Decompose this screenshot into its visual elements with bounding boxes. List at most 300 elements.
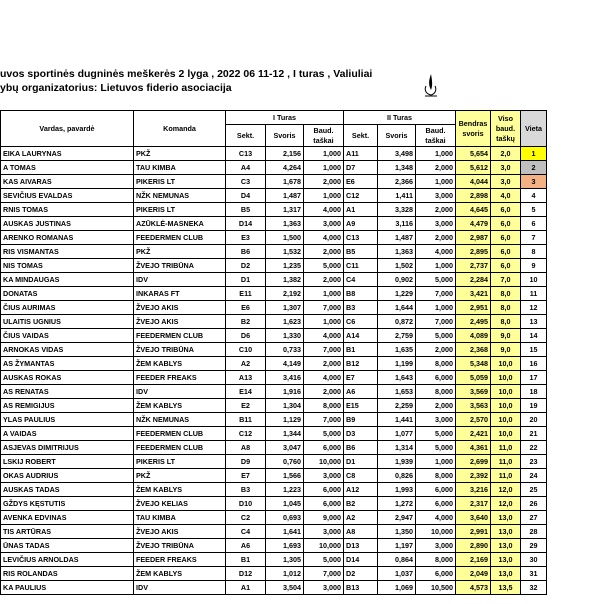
weight-1: 1,012 xyxy=(266,567,304,581)
place: 2 xyxy=(521,161,547,175)
table-row xyxy=(1,539,547,553)
penalty-1: 4,000 xyxy=(304,231,344,245)
total-penalty: 6,0 xyxy=(491,217,521,231)
weight-2: 1,199 xyxy=(378,357,416,371)
sector-2: C11 xyxy=(344,259,378,273)
place: 10 xyxy=(521,273,547,287)
team-name: AZŪKLĖ-MASNEKA xyxy=(134,217,226,231)
weight-1: 3,504 xyxy=(266,581,304,595)
participant-name: RIS VISMANTAS xyxy=(1,245,134,259)
place: 13 xyxy=(521,315,547,329)
sector-2: B5 xyxy=(344,245,378,259)
table-row xyxy=(1,315,547,329)
penalty-2: 1,000 xyxy=(416,301,456,315)
place: 19 xyxy=(521,399,547,413)
team-name: ŽVEJO TRIBŪNA xyxy=(134,259,226,273)
total-weight: 2,495 xyxy=(456,315,491,329)
total-penalty: 11,0 xyxy=(491,469,521,483)
header-sector-1: Sekt. xyxy=(226,125,266,147)
weight-2: 2,947 xyxy=(378,511,416,525)
team-name: ŽEM KABLYS xyxy=(134,567,226,581)
sector-1: C2 xyxy=(226,511,266,525)
header-sector-2: Sekt. xyxy=(344,125,378,147)
sector-1: E7 xyxy=(226,469,266,483)
penalty-2: 3,000 xyxy=(416,539,456,553)
total-weight: 2,895 xyxy=(456,245,491,259)
penalty-2: 6,000 xyxy=(416,371,456,385)
weight-1: 2,192 xyxy=(266,287,304,301)
total-weight: 2,317 xyxy=(456,497,491,511)
participant-name: AVENKA EDVINAS xyxy=(1,511,134,525)
sector-1: C13 xyxy=(226,147,266,161)
total-penalty: 4,0 xyxy=(491,189,521,203)
participant-name: RNIS TOMAS xyxy=(1,203,134,217)
sector-2: D3 xyxy=(344,427,378,441)
place: 27 xyxy=(521,511,547,525)
total-weight: 2,898 xyxy=(456,189,491,203)
total-weight: 5,654 xyxy=(456,147,491,161)
team-name: PIKERIS LT xyxy=(134,455,226,469)
sector-2: C4 xyxy=(344,273,378,287)
table-row xyxy=(1,273,547,287)
team-name: ŽVEJO KELIAS xyxy=(134,497,226,511)
team-name: NŽK NEMUNAS xyxy=(134,413,226,427)
penalty-2: 4,000 xyxy=(416,511,456,525)
table-row xyxy=(1,161,547,175)
penalty-1: 5,000 xyxy=(304,259,344,273)
sector-1: C3 xyxy=(226,175,266,189)
penalty-2: 6,000 xyxy=(416,497,456,511)
participant-name: ASJEVAS DIMITRIJUS xyxy=(1,441,134,455)
table-row xyxy=(1,497,547,511)
sector-2: A1 xyxy=(344,203,378,217)
total-penalty: 12,0 xyxy=(491,497,521,511)
table-row xyxy=(1,357,547,371)
place: 30 xyxy=(521,553,547,567)
penalty-1: 7,000 xyxy=(304,413,344,427)
weight-1: 1,916 xyxy=(266,385,304,399)
table-row xyxy=(1,231,547,245)
sector-1: A4 xyxy=(226,161,266,175)
team-name: INKARAS FT xyxy=(134,287,226,301)
weight-2: 0,902 xyxy=(378,273,416,287)
penalty-1: 7,000 xyxy=(304,343,344,357)
header-weight-2: Svoris xyxy=(378,125,416,147)
sector-1: D12 xyxy=(226,567,266,581)
sector-1: D2 xyxy=(226,259,266,273)
place: 14 xyxy=(521,329,547,343)
sector-2: D13 xyxy=(344,539,378,553)
weight-1: 4,264 xyxy=(266,161,304,175)
total-penalty: 13,0 xyxy=(491,553,521,567)
total-penalty: 6,0 xyxy=(491,259,521,273)
weight-2: 1,069 xyxy=(378,581,416,595)
sector-1: B2 xyxy=(226,315,266,329)
table-row xyxy=(1,175,547,189)
results-body xyxy=(1,147,547,595)
weight-1: 2,156 xyxy=(266,147,304,161)
penalty-2: 2,000 xyxy=(416,161,456,175)
sector-1: A8 xyxy=(226,441,266,455)
weight-1: 0,733 xyxy=(266,343,304,357)
weight-2: 0,872 xyxy=(378,315,416,329)
penalty-1: 3,000 xyxy=(304,581,344,595)
sector-1: A2 xyxy=(226,357,266,371)
sector-2: D14 xyxy=(344,553,378,567)
sector-1: E14 xyxy=(226,385,266,399)
penalty-1: 10,000 xyxy=(304,455,344,469)
table-row xyxy=(1,371,547,385)
weight-2: 3,328 xyxy=(378,203,416,217)
total-penalty: 13,0 xyxy=(491,525,521,539)
weight-1: 1,382 xyxy=(266,273,304,287)
total-weight: 2,991 xyxy=(456,525,491,539)
total-weight: 5,348 xyxy=(456,357,491,371)
participant-name: AUSKAS TADAS xyxy=(1,483,134,497)
total-weight: 2,284 xyxy=(456,273,491,287)
place: 31 xyxy=(521,567,547,581)
weight-1: 1,223 xyxy=(266,483,304,497)
header-name: Vardas, pavardė xyxy=(1,111,134,147)
weight-1: 1,304 xyxy=(266,399,304,413)
penalty-2: 1,000 xyxy=(416,259,456,273)
header-total-weight: Bendras svoris xyxy=(456,111,491,147)
weight-1: 1,363 xyxy=(266,217,304,231)
table-row xyxy=(1,385,547,399)
table-row xyxy=(1,329,547,343)
penalty-2: 7,000 xyxy=(416,287,456,301)
weight-2: 1,502 xyxy=(378,259,416,273)
total-penalty: 2,0 xyxy=(491,147,521,161)
sector-2: D1 xyxy=(344,455,378,469)
total-penalty: 13,5 xyxy=(491,581,521,595)
header-penalty-1: Baud. taškai xyxy=(304,125,344,147)
team-name: PIKERIS LT xyxy=(134,203,226,217)
weight-2: 3,498 xyxy=(378,147,416,161)
penalty-2: 8,000 xyxy=(416,357,456,371)
total-weight: 2,169 xyxy=(456,553,491,567)
sector-1: D14 xyxy=(226,217,266,231)
weight-2: 3,116 xyxy=(378,217,416,231)
weight-2: 1,272 xyxy=(378,497,416,511)
place: 11 xyxy=(521,287,547,301)
sector-1: B1 xyxy=(226,553,266,567)
penalty-2: 3,000 xyxy=(416,217,456,231)
participant-name: ŪNAS TADAS xyxy=(1,539,134,553)
total-penalty: 10,0 xyxy=(491,399,521,413)
table-row xyxy=(1,287,547,301)
penalty-1: 4,000 xyxy=(304,329,344,343)
sector-1: D9 xyxy=(226,455,266,469)
penalty-1: 5,000 xyxy=(304,427,344,441)
total-penalty: 6,0 xyxy=(491,203,521,217)
table-row xyxy=(1,259,547,273)
weight-2: 1,653 xyxy=(378,385,416,399)
table-row xyxy=(1,413,547,427)
sector-1: D6 xyxy=(226,329,266,343)
team-name: ŽVEJO TRIBŪNA xyxy=(134,343,226,357)
penalty-2: 2,000 xyxy=(416,231,456,245)
sector-2: C12 xyxy=(344,189,378,203)
participant-name: AUSKAS JUSTINAS xyxy=(1,217,134,231)
participant-name: ČIUS VAIDAS xyxy=(1,329,134,343)
sector-1: B3 xyxy=(226,483,266,497)
table-row xyxy=(1,343,547,357)
place: 22 xyxy=(521,441,547,455)
participant-name: LSKIJ ROBERT xyxy=(1,455,134,469)
place: 3 xyxy=(521,175,547,189)
sector-2: C8 xyxy=(344,469,378,483)
penalty-2: 2,000 xyxy=(416,399,456,413)
table-row xyxy=(1,301,547,315)
sector-2: C6 xyxy=(344,315,378,329)
total-penalty: 3,0 xyxy=(491,161,521,175)
total-weight: 3,640 xyxy=(456,511,491,525)
table-row xyxy=(1,203,547,217)
total-penalty: 8,0 xyxy=(491,287,521,301)
team-name: ŽVEJO TRIBŪNA xyxy=(134,539,226,553)
header-total-penalty: Viso baud. taškų xyxy=(491,111,521,147)
participant-name: AS ŽYMANTAS xyxy=(1,357,134,371)
weight-2: 1,077 xyxy=(378,427,416,441)
sector-1: D10 xyxy=(226,497,266,511)
penalty-2: 3,000 xyxy=(416,413,456,427)
team-name: FEEDER FREAKS xyxy=(134,371,226,385)
total-weight: 2,987 xyxy=(456,231,491,245)
penalty-1: 2,000 xyxy=(304,245,344,259)
weight-1: 1,487 xyxy=(266,189,304,203)
total-penalty: 6,0 xyxy=(491,245,521,259)
participant-name: DONATAS xyxy=(1,287,134,301)
total-penalty: 9,0 xyxy=(491,329,521,343)
total-weight: 3,421 xyxy=(456,287,491,301)
sector-1: B11 xyxy=(226,413,266,427)
place: 7 xyxy=(521,231,547,245)
penalty-1: 5,000 xyxy=(304,553,344,567)
place: 5 xyxy=(521,203,547,217)
penalty-2: 10,500 xyxy=(416,581,456,595)
penalty-1: 1,000 xyxy=(304,147,344,161)
sector-2: A6 xyxy=(344,385,378,399)
weight-1: 4,149 xyxy=(266,357,304,371)
place: 29 xyxy=(521,539,547,553)
sector-2: D2 xyxy=(344,567,378,581)
penalty-1: 6,000 xyxy=(304,441,344,455)
total-weight: 2,049 xyxy=(456,567,491,581)
participant-name: ARENKO ROMANAS xyxy=(1,231,134,245)
penalty-2: 8,000 xyxy=(416,553,456,567)
total-weight: 4,479 xyxy=(456,217,491,231)
sector-2: E7 xyxy=(344,371,378,385)
weight-2: 1,487 xyxy=(378,231,416,245)
table-row xyxy=(1,511,547,525)
penalty-2: 6,000 xyxy=(416,567,456,581)
penalty-2: 5,000 xyxy=(416,329,456,343)
table-row xyxy=(1,427,547,441)
results-table xyxy=(0,110,547,595)
total-weight: 4,645 xyxy=(456,203,491,217)
weight-1: 1,532 xyxy=(266,245,304,259)
total-weight: 5,612 xyxy=(456,161,491,175)
penalty-1: 1,000 xyxy=(304,315,344,329)
sector-1: B6 xyxy=(226,245,266,259)
penalty-1: 2,000 xyxy=(304,175,344,189)
penalty-1: 4,000 xyxy=(304,203,344,217)
team-name: FEEDERMEN CLUB xyxy=(134,441,226,455)
place: 6 xyxy=(521,217,547,231)
penalty-1: 2,000 xyxy=(304,273,344,287)
weight-1: 1,305 xyxy=(266,553,304,567)
organizer-line: ybų organizatorius: Lietuvos fiderio asociacija xyxy=(0,82,232,94)
sector-1: E3 xyxy=(226,231,266,245)
total-weight: 2,737 xyxy=(456,259,491,273)
total-weight: 3,216 xyxy=(456,483,491,497)
weight-2: 1,037 xyxy=(378,567,416,581)
team-name: ŽVEJO AKIS xyxy=(134,525,226,539)
total-weight: 4,089 xyxy=(456,329,491,343)
total-penalty: 10,0 xyxy=(491,357,521,371)
penalty-2: 1,000 xyxy=(416,175,456,189)
weight-1: 3,416 xyxy=(266,371,304,385)
total-penalty: 6,0 xyxy=(491,231,521,245)
total-penalty: 10,0 xyxy=(491,427,521,441)
sector-2: B3 xyxy=(344,301,378,315)
team-name: ŽEM KABLYS xyxy=(134,399,226,413)
participant-name: ČIUS AURIMAS xyxy=(1,301,134,315)
penalty-1: 6,000 xyxy=(304,483,344,497)
team-name: ŽVEJO AKIS xyxy=(134,315,226,329)
weight-2: 2,366 xyxy=(378,175,416,189)
weight-1: 1,129 xyxy=(266,413,304,427)
penalty-2: 1,000 xyxy=(416,455,456,469)
header-penalty-2: Baud. taškai xyxy=(416,125,456,147)
table-row xyxy=(1,469,547,483)
total-weight: 4,044 xyxy=(456,175,491,189)
weight-2: 2,759 xyxy=(378,329,416,343)
total-weight: 5,059 xyxy=(456,371,491,385)
participant-name: KAS AIVARAS xyxy=(1,175,134,189)
place: 12 xyxy=(521,301,547,315)
sector-2: C13 xyxy=(344,231,378,245)
team-name: FEEDER FREAKS xyxy=(134,553,226,567)
participant-name: A TOMAS xyxy=(1,161,134,175)
participant-name: AUSKAS ROKAS xyxy=(1,371,134,385)
team-name: PKŽ xyxy=(134,245,226,259)
penalty-1: 4,000 xyxy=(304,371,344,385)
team-name: ŽEM KABLYS xyxy=(134,357,226,371)
weight-1: 0,693 xyxy=(266,511,304,525)
penalty-1: 8,000 xyxy=(304,399,344,413)
weight-1: 0,760 xyxy=(266,455,304,469)
penalty-1: 9,000 xyxy=(304,511,344,525)
participant-name: NIS TOMAS xyxy=(1,259,134,273)
total-penalty: 12,0 xyxy=(491,483,521,497)
table-row xyxy=(1,483,547,497)
sector-2: A12 xyxy=(344,483,378,497)
penalty-1: 2,000 xyxy=(304,385,344,399)
participant-name: A VAIDAS xyxy=(1,427,134,441)
sector-2: B8 xyxy=(344,287,378,301)
penalty-2: 5,000 xyxy=(416,273,456,287)
sector-2: B6 xyxy=(344,441,378,455)
table-row xyxy=(1,147,547,161)
weight-1: 3,047 xyxy=(266,441,304,455)
sector-1: E2 xyxy=(226,399,266,413)
participant-name: ARNOKAS VIDAS xyxy=(1,343,134,357)
table-row xyxy=(1,553,547,567)
penalty-2: 8,000 xyxy=(416,385,456,399)
weight-2: 1,644 xyxy=(378,301,416,315)
penalty-2: 1,000 xyxy=(416,147,456,161)
header-place: Vieta xyxy=(521,111,547,147)
penalty-1: 3,000 xyxy=(304,217,344,231)
sector-1: D4 xyxy=(226,189,266,203)
penalty-2: 3,000 xyxy=(416,189,456,203)
participant-name: YLAS PAULIUS xyxy=(1,413,134,427)
total-weight: 2,368 xyxy=(456,343,491,357)
total-penalty: 10,0 xyxy=(491,413,521,427)
table-row xyxy=(1,245,547,259)
penalty-1: 6,000 xyxy=(304,497,344,511)
team-name: ŽVEJO AKIS xyxy=(134,301,226,315)
participant-name: GŽDYS KĘSTUTIS xyxy=(1,497,134,511)
weight-2: 1,314 xyxy=(378,441,416,455)
weight-1: 1,500 xyxy=(266,231,304,245)
total-penalty: 10,0 xyxy=(491,385,521,399)
team-name: IDV xyxy=(134,385,226,399)
place: 20 xyxy=(521,413,547,427)
weight-1: 1,307 xyxy=(266,301,304,315)
participant-name: ULAITIS UGNIUS xyxy=(1,315,134,329)
sector-2: A14 xyxy=(344,329,378,343)
total-weight: 2,421 xyxy=(456,427,491,441)
penalty-2: 8,000 xyxy=(416,469,456,483)
weight-1: 1,045 xyxy=(266,497,304,511)
team-name: FEEDERMEN CLUB xyxy=(134,427,226,441)
table-row xyxy=(1,189,547,203)
weight-1: 1,693 xyxy=(266,539,304,553)
place: 24 xyxy=(521,469,547,483)
participant-name: AS RENATAS xyxy=(1,385,134,399)
place: 26 xyxy=(521,497,547,511)
team-name: PKŽ xyxy=(134,147,226,161)
sector-2: B9 xyxy=(344,413,378,427)
sector-2: A11 xyxy=(344,147,378,161)
sector-2: B2 xyxy=(344,497,378,511)
team-name: FEEDERMEN CLUB xyxy=(134,231,226,245)
penalty-1: 3,000 xyxy=(304,525,344,539)
weight-1: 1,623 xyxy=(266,315,304,329)
sector-1: C4 xyxy=(226,525,266,539)
total-penalty: 11,0 xyxy=(491,441,521,455)
place: 4 xyxy=(521,189,547,203)
team-name: FEEDERMEN CLUB xyxy=(134,329,226,343)
weight-2: 1,939 xyxy=(378,455,416,469)
table-row xyxy=(1,581,547,595)
penalty-1: 10,000 xyxy=(304,539,344,553)
penalty-1: 1,000 xyxy=(304,161,344,175)
penalty-2: 5,000 xyxy=(416,441,456,455)
weight-1: 1,317 xyxy=(266,203,304,217)
table-row xyxy=(1,217,547,231)
participant-name: TIS ARTŪRAS xyxy=(1,525,134,539)
header-round1: I Turas xyxy=(226,111,344,125)
total-penalty: 13,0 xyxy=(491,567,521,581)
weight-1: 1,344 xyxy=(266,427,304,441)
weight-1: 1,566 xyxy=(266,469,304,483)
header-weight-1: Svoris xyxy=(266,125,304,147)
sector-2: B13 xyxy=(344,581,378,595)
